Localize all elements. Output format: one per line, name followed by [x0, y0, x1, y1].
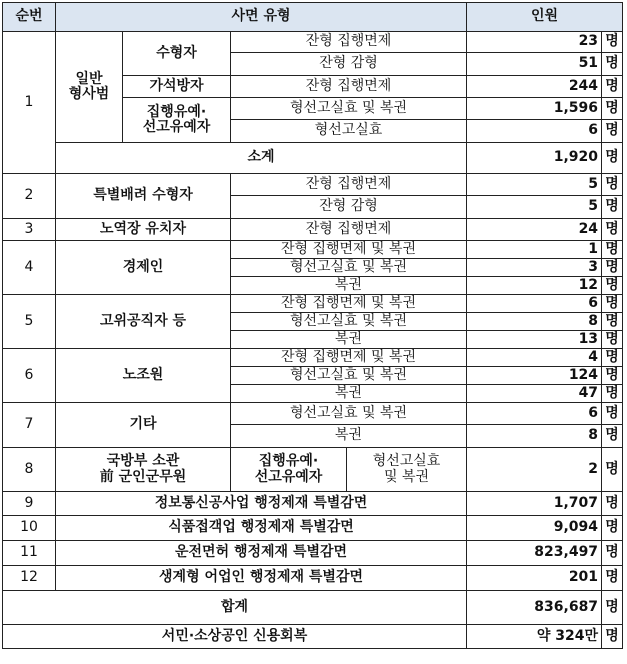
unit-cell: 명 — [602, 174, 623, 196]
unit-cell: 명 — [602, 591, 623, 625]
credit-row — [3, 625, 623, 649]
type-cell: 형선고실효 및 복권 — [231, 403, 467, 425]
category-cell: 일반 형사범 — [56, 32, 123, 143]
credit-count: 약 324만 — [467, 625, 602, 649]
unit-cell: 명 — [602, 541, 623, 566]
count-cell: 47 — [467, 385, 602, 403]
type-cell: 형선고실효 및 복권 — [347, 448, 467, 492]
type-cell: 형선고실효 및 복권 — [231, 313, 467, 331]
category-cell: 고위공직자 등 — [56, 295, 231, 349]
type-cell: 잔형 집행면제 — [231, 32, 467, 53]
unit-cell: 명 — [602, 259, 623, 277]
total-label: 합계 — [3, 591, 467, 625]
row-no: 7 — [3, 403, 56, 448]
unit-cell: 명 — [602, 367, 623, 385]
count-cell: 8 — [467, 313, 602, 331]
type-cell: 잔형 집행면제 — [231, 219, 467, 241]
unit-cell: 명 — [602, 196, 623, 219]
table-row — [3, 566, 623, 591]
unit-cell: 명 — [602, 313, 623, 331]
table-row — [3, 492, 623, 516]
category-cell: 정보통신공사업 행정제재 특별감면 — [56, 492, 467, 516]
category-cell: 노역장 유치자 — [56, 219, 231, 241]
count-cell: 1,707 — [467, 492, 602, 516]
unit-cell: 명 — [602, 53, 623, 76]
table-row — [3, 32, 623, 53]
category-cell: 식품접객업 행정제재 특별감면 — [56, 516, 467, 541]
count-cell: 4 — [467, 349, 602, 367]
unit-cell: 명 — [602, 385, 623, 403]
table-row — [3, 143, 623, 174]
unit-cell: 명 — [602, 349, 623, 367]
count-cell: 5 — [467, 174, 602, 196]
unit-cell: 명 — [602, 76, 623, 98]
count-cell: 6 — [467, 403, 602, 425]
row-no: 6 — [3, 349, 56, 403]
count-cell: 5 — [467, 196, 602, 219]
count-cell: 124 — [467, 367, 602, 385]
category-cell: 노조원 — [56, 349, 231, 403]
count-cell: 6 — [467, 295, 602, 313]
row-no: 8 — [3, 448, 56, 492]
unit-cell: 명 — [602, 143, 623, 174]
count-cell: 12 — [467, 277, 602, 295]
type-cell: 잔형 감형 — [231, 53, 467, 76]
count-cell: 8 — [467, 425, 602, 448]
type-cell: 잔형 감형 — [231, 196, 467, 219]
type-cell: 잔형 집행면제 — [231, 76, 467, 98]
type-cell: 잔형 집행면제 및 복권 — [231, 349, 467, 367]
count-cell: 823,497 — [467, 541, 602, 566]
header-row — [3, 3, 623, 32]
category-cell: 운전면허 행정제재 특별감면 — [56, 541, 467, 566]
table-row — [3, 516, 623, 541]
row-no: 1 — [3, 32, 56, 174]
unit-cell: 명 — [602, 277, 623, 295]
table-row — [3, 241, 623, 259]
table-row — [3, 174, 623, 196]
count-cell: 1,920 — [467, 143, 602, 174]
subcategory-cell: 가석방자 — [123, 76, 231, 98]
category-cell: 국방부 소관 前 군인군무원 — [56, 448, 231, 492]
row-no: 2 — [3, 174, 56, 219]
type-cell: 잔형 집행면제 및 복권 — [231, 295, 467, 313]
total-count: 836,687 — [467, 591, 602, 625]
type-cell: 잔형 집행면제 — [231, 174, 467, 196]
category-cell: 기타 — [56, 403, 231, 448]
row-no: 3 — [3, 219, 56, 241]
subcategory-cell: 집행유예· 선고유예자 — [231, 448, 347, 492]
subcategory-cell: 집행유예· 선고유예자 — [123, 98, 231, 143]
row-no: 10 — [3, 516, 56, 541]
type-cell: 형선고실효 — [231, 120, 467, 143]
unit-cell: 명 — [602, 403, 623, 425]
count-cell: 3 — [467, 259, 602, 277]
table-row — [3, 403, 623, 425]
unit-cell: 명 — [602, 98, 623, 120]
unit-cell: 명 — [602, 32, 623, 53]
count-cell: 244 — [467, 76, 602, 98]
count-cell: 24 — [467, 219, 602, 241]
unit-cell: 명 — [602, 566, 623, 591]
count-cell: 51 — [467, 53, 602, 76]
row-no: 5 — [3, 295, 56, 349]
unit-cell: 명 — [602, 120, 623, 143]
type-cell: 잔형 집행면제 및 복권 — [231, 241, 467, 259]
type-cell: 복권 — [231, 425, 467, 448]
table-row — [3, 219, 623, 241]
count-cell: 1 — [467, 241, 602, 259]
unit-cell: 명 — [602, 331, 623, 349]
unit-cell: 명 — [602, 219, 623, 241]
table-row — [3, 541, 623, 566]
type-cell: 형선고실효 및 복권 — [231, 98, 467, 120]
unit-cell: 명 — [602, 295, 623, 313]
total-row — [3, 591, 623, 625]
unit-cell: 명 — [602, 241, 623, 259]
count-cell: 23 — [467, 32, 602, 53]
count-cell: 201 — [467, 566, 602, 591]
unit-cell: 명 — [602, 448, 623, 492]
unit-cell: 명 — [602, 425, 623, 448]
unit-cell: 명 — [602, 492, 623, 516]
count-cell: 2 — [467, 448, 602, 492]
unit-cell: 명 — [602, 625, 623, 649]
header-no: 순번 — [3, 3, 56, 32]
header-count: 인원 — [467, 3, 623, 32]
row-no: 9 — [3, 492, 56, 516]
header-type: 사면 유형 — [56, 3, 467, 32]
type-cell: 형선고실효 및 복권 — [231, 367, 467, 385]
type-cell: 복권 — [231, 277, 467, 295]
count-cell: 9,094 — [467, 516, 602, 541]
table-row — [3, 349, 623, 367]
category-cell: 생계형 어업인 행정제재 특별감면 — [56, 566, 467, 591]
type-cell: 복권 — [231, 385, 467, 403]
category-cell: 경제인 — [56, 241, 231, 295]
row-no: 12 — [3, 566, 56, 591]
type-cell: 형선고실효 및 복권 — [231, 259, 467, 277]
pardon-table — [2, 2, 623, 649]
credit-label: 서민·소상공인 신용회복 — [3, 625, 467, 649]
count-cell: 6 — [467, 120, 602, 143]
count-cell: 1,596 — [467, 98, 602, 120]
count-cell: 13 — [467, 331, 602, 349]
table-row — [3, 295, 623, 313]
category-cell: 특별배려 수형자 — [56, 174, 231, 219]
type-cell: 복권 — [231, 331, 467, 349]
row-no: 4 — [3, 241, 56, 295]
table-row — [3, 448, 623, 492]
subtotal-label: 소계 — [56, 143, 467, 174]
row-no: 11 — [3, 541, 56, 566]
subcategory-cell: 수형자 — [123, 32, 231, 76]
unit-cell: 명 — [602, 516, 623, 541]
